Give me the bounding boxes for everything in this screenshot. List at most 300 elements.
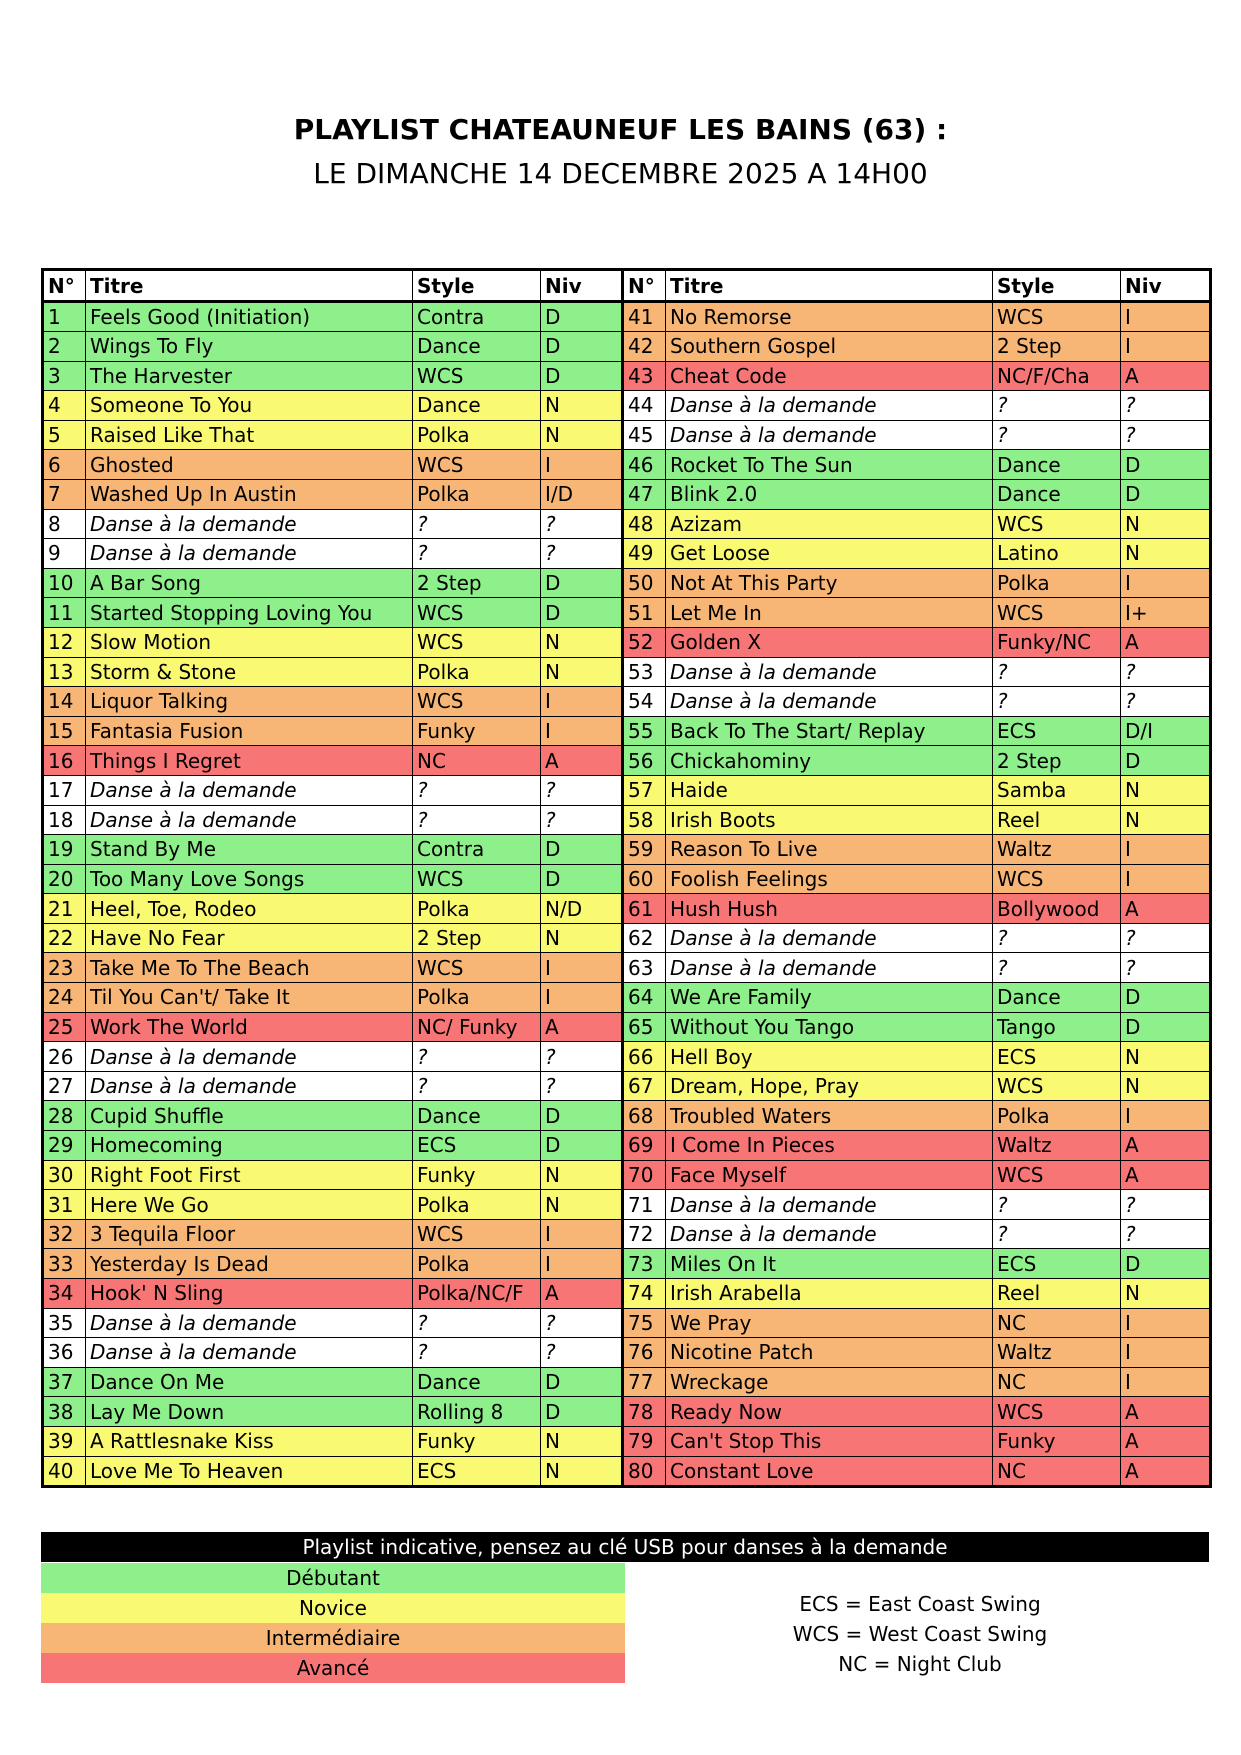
song-number: 57 (623, 775, 666, 805)
song-style: ECS (993, 1249, 1121, 1279)
song-level: ? (1121, 953, 1211, 983)
song-number: 54 (623, 687, 666, 717)
song-style: ? (993, 657, 1121, 687)
song-level: D (541, 1367, 623, 1397)
table-row (43, 983, 1211, 1013)
song-title: Danse à la demande (86, 1308, 413, 1338)
song-title: Danse à la demande (666, 420, 993, 450)
song-level: I (1121, 1101, 1211, 1131)
table-row (43, 1071, 1211, 1101)
song-style: Polka (993, 1101, 1121, 1131)
song-level: ? (541, 509, 623, 539)
song-level: I (541, 1219, 623, 1249)
table-row (43, 302, 1211, 332)
table-row (43, 1101, 1211, 1131)
song-style: ? (993, 420, 1121, 450)
song-title: Slow Motion (86, 627, 413, 657)
song-number: 49 (623, 539, 666, 569)
song-style: WCS (993, 1160, 1121, 1190)
song-level: I (1121, 1308, 1211, 1338)
song-style: Polka (413, 479, 541, 509)
song-number: 12 (43, 627, 86, 657)
song-number: 4 (43, 391, 86, 421)
table-row (43, 805, 1211, 835)
song-level: ? (1121, 1219, 1211, 1249)
song-level: N (541, 1160, 623, 1190)
song-style: WCS (413, 361, 541, 391)
song-number: 2 (43, 332, 86, 362)
song-title: Nicotine Patch (666, 1338, 993, 1368)
song-number: 35 (43, 1308, 86, 1338)
song-number: 75 (623, 1308, 666, 1338)
song-number: 21 (43, 894, 86, 924)
song-title: Wings To Fly (86, 332, 413, 362)
table-row (43, 716, 1211, 746)
song-number: 50 (623, 568, 666, 598)
song-style: ? (413, 805, 541, 835)
song-number: 3 (43, 361, 86, 391)
song-title: Danse à la demande (86, 509, 413, 539)
song-title: Til You Can't/ Take It (86, 983, 413, 1013)
song-level: N (541, 1426, 623, 1456)
song-style: 2 Step (993, 746, 1121, 776)
song-number: 62 (623, 923, 666, 953)
song-level: N (541, 1190, 623, 1220)
song-title: Can't Stop This (666, 1426, 993, 1456)
song-style: ? (413, 775, 541, 805)
song-title: Golden X (666, 627, 993, 657)
song-style: Funky/NC (993, 627, 1121, 657)
song-level: ? (1121, 391, 1211, 421)
song-style: Dance (413, 391, 541, 421)
song-style: ? (413, 1338, 541, 1368)
song-number: 66 (623, 1042, 666, 1072)
song-title: Heel, Toe, Rodeo (86, 894, 413, 924)
song-level: ? (541, 1071, 623, 1101)
song-level: I+ (1121, 598, 1211, 628)
song-number: 60 (623, 864, 666, 894)
song-style: ? (993, 923, 1121, 953)
song-level: ? (1121, 420, 1211, 450)
song-level: N (541, 923, 623, 953)
song-style: WCS (413, 864, 541, 894)
song-number: 15 (43, 716, 86, 746)
song-number: 36 (43, 1338, 86, 1368)
table-row (43, 1367, 1211, 1397)
table-row (43, 1190, 1211, 1220)
song-title: Danse à la demande (666, 1190, 993, 1220)
song-level: N (1121, 805, 1211, 835)
song-title: Danse à la demande (666, 953, 993, 983)
song-title: Constant Love (666, 1456, 993, 1486)
song-title: Without You Tango (666, 1012, 993, 1042)
song-number: 44 (623, 391, 666, 421)
song-title: Feels Good (Initiation) (86, 302, 413, 332)
legend-novice: Novice (41, 1593, 625, 1623)
song-title: Azizam (666, 509, 993, 539)
song-level: D/I (1121, 716, 1211, 746)
table-row (43, 657, 1211, 687)
song-title: Danse à la demande (86, 539, 413, 569)
table-row (43, 1338, 1211, 1368)
song-level: I (1121, 1367, 1211, 1397)
song-number: 19 (43, 835, 86, 865)
song-number: 14 (43, 687, 86, 717)
song-style: WCS (993, 598, 1121, 628)
table-row (43, 627, 1211, 657)
song-title: Foolish Feelings (666, 864, 993, 894)
song-title: Danse à la demande (666, 687, 993, 717)
song-style: Dance (993, 479, 1121, 509)
song-title: Hell Boy (666, 1042, 993, 1072)
song-level: A (1121, 1160, 1211, 1190)
song-number: 77 (623, 1367, 666, 1397)
song-level: D (541, 302, 623, 332)
song-title: A Bar Song (86, 568, 413, 598)
song-title: Troubled Waters (666, 1101, 993, 1131)
song-style: Polka (413, 657, 541, 687)
song-title: Right Foot First (86, 1160, 413, 1190)
table-row (43, 746, 1211, 776)
table-row (43, 1012, 1211, 1042)
table-row (43, 1131, 1211, 1161)
table-row (43, 864, 1211, 894)
song-title: Work The World (86, 1012, 413, 1042)
song-title: Hush Hush (666, 894, 993, 924)
page-title: PLAYLIST CHATEAUNEUF LES BAINS (63) : (293, 113, 948, 146)
song-title: Let Me In (666, 598, 993, 628)
song-title: Danse à la demande (666, 657, 993, 687)
song-level: N (1121, 1071, 1211, 1101)
song-title: Face Myself (666, 1160, 993, 1190)
song-level: ? (541, 1042, 623, 1072)
song-style: WCS (413, 687, 541, 717)
song-style: Polka (413, 1249, 541, 1279)
song-style: NC/ Funky (413, 1012, 541, 1042)
song-title: Too Many Love Songs (86, 864, 413, 894)
song-level: ? (1121, 1190, 1211, 1220)
song-style: Waltz (993, 1131, 1121, 1161)
song-style: Dance (993, 450, 1121, 480)
song-level: D (541, 1397, 623, 1427)
song-style: 2 Step (413, 568, 541, 598)
song-title: Not At This Party (666, 568, 993, 598)
table-row (43, 1160, 1211, 1190)
song-number: 55 (623, 716, 666, 746)
header-level: Niv (1121, 270, 1211, 302)
table-row (43, 1456, 1211, 1486)
song-title: Yesterday Is Dead (86, 1249, 413, 1279)
song-level: D (541, 332, 623, 362)
song-number: 24 (43, 983, 86, 1013)
song-style: Polka/NC/F (413, 1279, 541, 1309)
song-title: Danse à la demande (666, 1219, 993, 1249)
song-title: Southern Gospel (666, 332, 993, 362)
song-title: Hook' N Sling (86, 1279, 413, 1309)
song-level: N (541, 420, 623, 450)
song-number: 52 (623, 627, 666, 657)
song-number: 40 (43, 1456, 86, 1486)
song-title: Chickahominy (666, 746, 993, 776)
song-style: Dance (413, 332, 541, 362)
song-style: Samba (993, 775, 1121, 805)
song-number: 46 (623, 450, 666, 480)
song-title: Love Me To Heaven (86, 1456, 413, 1486)
table-header-row (43, 270, 1211, 302)
song-number: 74 (623, 1279, 666, 1309)
song-title: Raised Like That (86, 420, 413, 450)
song-number: 61 (623, 894, 666, 924)
song-level: I (1121, 835, 1211, 865)
song-level: ? (541, 1338, 623, 1368)
song-number: 68 (623, 1101, 666, 1131)
song-title: We Are Family (666, 983, 993, 1013)
song-style: Funky (413, 1160, 541, 1190)
song-number: 78 (623, 1397, 666, 1427)
song-number: 29 (43, 1131, 86, 1161)
table-row (43, 568, 1211, 598)
song-number: 38 (43, 1397, 86, 1427)
song-level: I (1121, 864, 1211, 894)
song-style: 2 Step (993, 332, 1121, 362)
table-row (43, 835, 1211, 865)
song-title: Cupid Shuffle (86, 1101, 413, 1131)
header-title: Titre (86, 270, 413, 302)
song-title: Danse à la demande (86, 1338, 413, 1368)
song-level: N (1121, 1279, 1211, 1309)
song-style: Reel (993, 805, 1121, 835)
song-level: D (1121, 983, 1211, 1013)
song-number: 18 (43, 805, 86, 835)
song-number: 5 (43, 420, 86, 450)
song-number: 76 (623, 1338, 666, 1368)
song-level: N (541, 1456, 623, 1486)
song-level: D (1121, 450, 1211, 480)
table-row (43, 894, 1211, 924)
song-title: Have No Fear (86, 923, 413, 953)
song-level: N (1121, 1042, 1211, 1072)
song-number: 65 (623, 1012, 666, 1042)
song-style: WCS (413, 953, 541, 983)
song-style: Funky (413, 1426, 541, 1456)
song-title: Danse à la demande (666, 391, 993, 421)
song-style: Tango (993, 1012, 1121, 1042)
song-style: WCS (413, 598, 541, 628)
song-style: Funky (413, 716, 541, 746)
song-style: ? (993, 1190, 1121, 1220)
song-style: Contra (413, 302, 541, 332)
song-level: A (541, 1279, 623, 1309)
song-number: 25 (43, 1012, 86, 1042)
song-style: Dance (993, 983, 1121, 1013)
song-title: Danse à la demande (666, 923, 993, 953)
song-number: 71 (623, 1190, 666, 1220)
song-title: Get Loose (666, 539, 993, 569)
song-title: A Rattlesnake Kiss (86, 1426, 413, 1456)
song-number: 39 (43, 1426, 86, 1456)
song-level: I (1121, 1338, 1211, 1368)
song-level: I (541, 1249, 623, 1279)
song-number: 23 (43, 953, 86, 983)
song-style: ECS (413, 1131, 541, 1161)
song-level: A (1121, 894, 1211, 924)
song-number: 79 (623, 1426, 666, 1456)
song-level: N/D (541, 894, 623, 924)
header-num: N° (623, 270, 666, 302)
song-level: ? (1121, 923, 1211, 953)
song-style: Contra (413, 835, 541, 865)
song-level: ? (541, 539, 623, 569)
song-level: N (1121, 509, 1211, 539)
song-number: 47 (623, 479, 666, 509)
song-number: 6 (43, 450, 86, 480)
song-title: Liquor Talking (86, 687, 413, 717)
table-row (43, 509, 1211, 539)
song-number: 26 (43, 1042, 86, 1072)
song-title: Blink 2.0 (666, 479, 993, 509)
song-number: 43 (623, 361, 666, 391)
song-number: 80 (623, 1456, 666, 1486)
song-style: WCS (993, 509, 1121, 539)
song-level: A (1121, 1131, 1211, 1161)
table-row (43, 953, 1211, 983)
song-title: Homecoming (86, 1131, 413, 1161)
header-level: Niv (541, 270, 623, 302)
song-style: WCS (993, 864, 1121, 894)
table-row (43, 687, 1211, 717)
song-style: Polka (413, 420, 541, 450)
song-style: ? (993, 391, 1121, 421)
song-title: Take Me To The Beach (86, 953, 413, 983)
song-level: A (541, 746, 623, 776)
song-number: 27 (43, 1071, 86, 1101)
table-row (43, 598, 1211, 628)
song-title: Dance On Me (86, 1367, 413, 1397)
song-style: Rolling 8 (413, 1397, 541, 1427)
song-level: D (541, 835, 623, 865)
song-style: Latino (993, 539, 1121, 569)
table-row (43, 361, 1211, 391)
song-level: I (1121, 302, 1211, 332)
song-title: Started Stopping Loving You (86, 598, 413, 628)
song-number: 9 (43, 539, 86, 569)
song-level: N (541, 657, 623, 687)
header-title: Titre (666, 270, 993, 302)
song-number: 32 (43, 1219, 86, 1249)
song-style: NC (993, 1456, 1121, 1486)
song-number: 33 (43, 1249, 86, 1279)
song-style: ? (413, 1071, 541, 1101)
song-title: The Harvester (86, 361, 413, 391)
song-level: D (1121, 479, 1211, 509)
song-style: ? (413, 1308, 541, 1338)
song-title: Haide (666, 775, 993, 805)
header-num: N° (43, 270, 86, 302)
legend-avance: Avancé (41, 1653, 625, 1683)
song-number: 17 (43, 775, 86, 805)
song-level: D (1121, 746, 1211, 776)
song-style: Polka (413, 1190, 541, 1220)
song-number: 13 (43, 657, 86, 687)
song-level: D (1121, 1249, 1211, 1279)
song-title: Danse à la demande (86, 1071, 413, 1101)
song-level: I (541, 983, 623, 1013)
table-row (43, 450, 1211, 480)
table-row (43, 1042, 1211, 1072)
table-row (43, 923, 1211, 953)
song-number: 10 (43, 568, 86, 598)
song-number: 7 (43, 479, 86, 509)
song-title: Things I Regret (86, 746, 413, 776)
song-number: 64 (623, 983, 666, 1013)
song-level: A (1121, 1426, 1211, 1456)
song-style: WCS (413, 1219, 541, 1249)
song-style: ECS (993, 1042, 1121, 1072)
playlist-table (41, 268, 1212, 1488)
song-level: D (541, 1131, 623, 1161)
song-level: I (541, 953, 623, 983)
song-title: Irish Boots (666, 805, 993, 835)
song-style: Funky (993, 1426, 1121, 1456)
page-subtitle: LE DIMANCHE 14 DECEMBRE 2025 A 14H00 (313, 157, 928, 190)
song-number: 37 (43, 1367, 86, 1397)
song-level: D (541, 864, 623, 894)
song-style: ? (993, 1219, 1121, 1249)
song-title: Irish Arabella (666, 1279, 993, 1309)
song-title: Someone To You (86, 391, 413, 421)
song-style: WCS (993, 1397, 1121, 1427)
song-number: 67 (623, 1071, 666, 1101)
table-row (43, 1426, 1211, 1456)
song-title: Ready Now (666, 1397, 993, 1427)
header-style: Style (413, 270, 541, 302)
song-title: Storm & Stone (86, 657, 413, 687)
song-level: ? (1121, 657, 1211, 687)
song-number: 45 (623, 420, 666, 450)
song-title: I Come In Pieces (666, 1131, 993, 1161)
table-row (43, 539, 1211, 569)
song-title: Washed Up In Austin (86, 479, 413, 509)
table-row (43, 420, 1211, 450)
song-level: I/D (541, 479, 623, 509)
song-level: A (541, 1012, 623, 1042)
song-number: 69 (623, 1131, 666, 1161)
table-row (43, 1279, 1211, 1309)
song-level: N (541, 391, 623, 421)
song-title: Danse à la demande (86, 775, 413, 805)
song-style: WCS (413, 627, 541, 657)
song-level: A (1121, 627, 1211, 657)
song-style: Polka (993, 568, 1121, 598)
song-level: N (1121, 775, 1211, 805)
song-number: 16 (43, 746, 86, 776)
song-level: A (1121, 361, 1211, 391)
table-row (43, 1219, 1211, 1249)
song-title: Reason To Live (666, 835, 993, 865)
song-style: ? (413, 539, 541, 569)
song-number: 70 (623, 1160, 666, 1190)
song-style: ECS (993, 716, 1121, 746)
song-style: ECS (413, 1456, 541, 1486)
song-title: Back To The Start/ Replay (666, 716, 993, 746)
song-level: D (541, 1101, 623, 1131)
song-style: WCS (993, 1071, 1121, 1101)
song-number: 28 (43, 1101, 86, 1131)
song-title: We Pray (666, 1308, 993, 1338)
song-level: D (541, 598, 623, 628)
song-style: Bollywood (993, 894, 1121, 924)
song-style: Dance (413, 1367, 541, 1397)
